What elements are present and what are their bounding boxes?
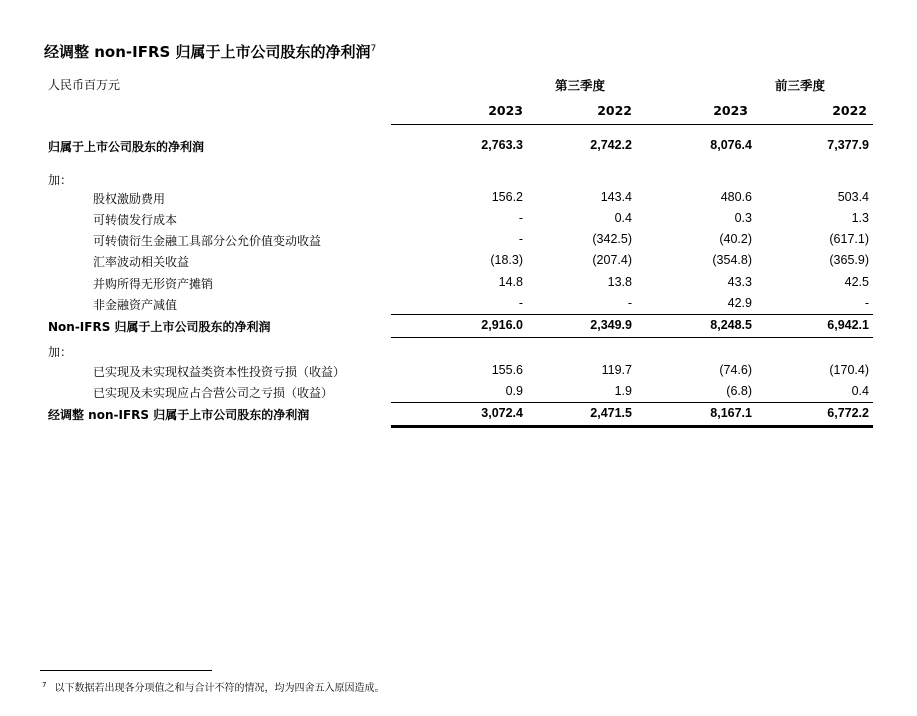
cell-value: 6,772.2 <box>827 406 869 420</box>
cell-value: 1.3 <box>851 211 869 225</box>
cell-value: (6.8) <box>726 384 752 398</box>
table-row <box>0 293 917 314</box>
cell-value: 155.6 <box>491 363 523 377</box>
table-row <box>0 168 917 189</box>
cell-value: 503.4 <box>837 190 869 204</box>
cell-value: 0.3 <box>734 211 752 225</box>
cell-value: (74.6) <box>719 363 752 377</box>
row-label: 加： <box>48 345 73 359</box>
cell-value: 14.8 <box>498 275 523 289</box>
year-header-9m-2022: 2022 <box>832 103 867 118</box>
cell-value: 2,349.9 <box>590 318 632 332</box>
cell-value: - <box>518 296 523 310</box>
cell-value: 8,076.4 <box>710 138 752 152</box>
total-rule-top <box>391 402 873 403</box>
cell-value: 480.6 <box>720 190 752 204</box>
footnote-divider <box>40 670 212 671</box>
footnote: $^7$ 以下数据若出现各分项值之和与合计不符的情况，均为四舍五入原因造成。 <box>42 680 385 694</box>
row-label: 并购所得无形资产摊销 <box>93 277 214 291</box>
row-label: 加： <box>48 173 73 187</box>
cell-value: - <box>864 296 869 310</box>
year-header-q3-2023: 2023 <box>488 103 523 118</box>
row-label: 非金融资产减值 <box>93 298 178 312</box>
table-row <box>0 315 917 336</box>
cell-value: 42.9 <box>727 296 752 310</box>
cell-value: (617.1) <box>829 232 869 246</box>
table-row <box>0 250 917 271</box>
table-row <box>0 340 917 361</box>
unit-label: 人民币百万元 <box>48 78 121 92</box>
table-row <box>0 208 917 229</box>
cell-value: 8,248.5 <box>710 318 752 332</box>
cell-value: - <box>518 232 523 246</box>
cell-value: (354.8) <box>712 253 752 267</box>
cell-value: - <box>518 211 523 225</box>
cell-value: 3,072.4 <box>481 406 523 420</box>
row-label: 经调整 non-IFRS 归属于上市公司股东的净利润 <box>48 408 310 422</box>
cell-value: 13.8 <box>607 275 632 289</box>
group-header-q3: 第三季度 <box>554 78 605 93</box>
table-row <box>0 381 917 402</box>
subtotal-rule-bottom <box>391 337 873 338</box>
cell-value: - <box>627 296 632 310</box>
cell-value: 2,763.3 <box>481 138 523 152</box>
table-row <box>0 272 917 293</box>
table-row <box>0 229 917 250</box>
row-label: Non-IFRS 归属于上市公司股东的净利润 <box>48 320 271 334</box>
cell-value: (170.4) <box>829 363 869 377</box>
subtotal-rule-top <box>391 314 873 315</box>
cell-value: 0.9 <box>505 384 523 398</box>
cell-value: 143.4 <box>600 190 632 204</box>
cell-value: 8,167.1 <box>710 406 752 420</box>
row-label: 已实现及未实现权益类资本性投资亏损（收益） <box>93 365 346 379</box>
cell-value: 2,471.5 <box>590 406 632 420</box>
cell-value: 156.2 <box>491 190 523 204</box>
cell-value: 1.9 <box>614 384 632 398</box>
group-header-9m: 前三季度 <box>774 78 825 93</box>
cell-value: (40.2) <box>719 232 752 246</box>
row-label: 可转债发行成本 <box>93 213 178 227</box>
footnote-ref: 7 <box>370 44 377 54</box>
header-rule <box>391 124 873 125</box>
row-label: 股权激励费用 <box>93 192 166 206</box>
cell-value: (18.3) <box>490 253 523 267</box>
table-row <box>0 187 917 208</box>
row-label: 汇率波动相关收益 <box>93 255 190 269</box>
cell-value: 42.5 <box>844 275 869 289</box>
table-row <box>0 135 917 156</box>
cell-value: 0.4 <box>614 211 632 225</box>
cell-value: 6,942.1 <box>827 318 869 332</box>
year-header-q3-2022: 2022 <box>597 103 632 118</box>
cell-value: 0.4 <box>851 384 869 398</box>
row-label: 归属于上市公司股东的净利润 <box>48 140 205 154</box>
table-row <box>0 360 917 381</box>
cell-value: 43.3 <box>727 275 752 289</box>
cell-value: 2,916.0 <box>481 318 523 332</box>
page-title: 经调整 non-IFRS 归属于上市公司股东的净利润$^7$ <box>44 43 377 61</box>
total-rule-bottom <box>391 425 873 428</box>
row-label: 可转债衍生金融工具部分公允价值变动收益 <box>93 234 322 248</box>
cell-value: 2,742.2 <box>590 138 632 152</box>
cell-value: (365.9) <box>829 253 869 267</box>
cell-value: 7,377.9 <box>827 138 869 152</box>
year-header-9m-2023: 2023 <box>713 103 748 118</box>
cell-value: (207.4) <box>592 253 632 267</box>
table-row <box>0 403 917 424</box>
cell-value: 119.7 <box>601 363 632 377</box>
row-label: 已实现及未实现应占合营公司之亏损（收益） <box>93 386 334 400</box>
cell-value: (342.5) <box>592 232 632 246</box>
